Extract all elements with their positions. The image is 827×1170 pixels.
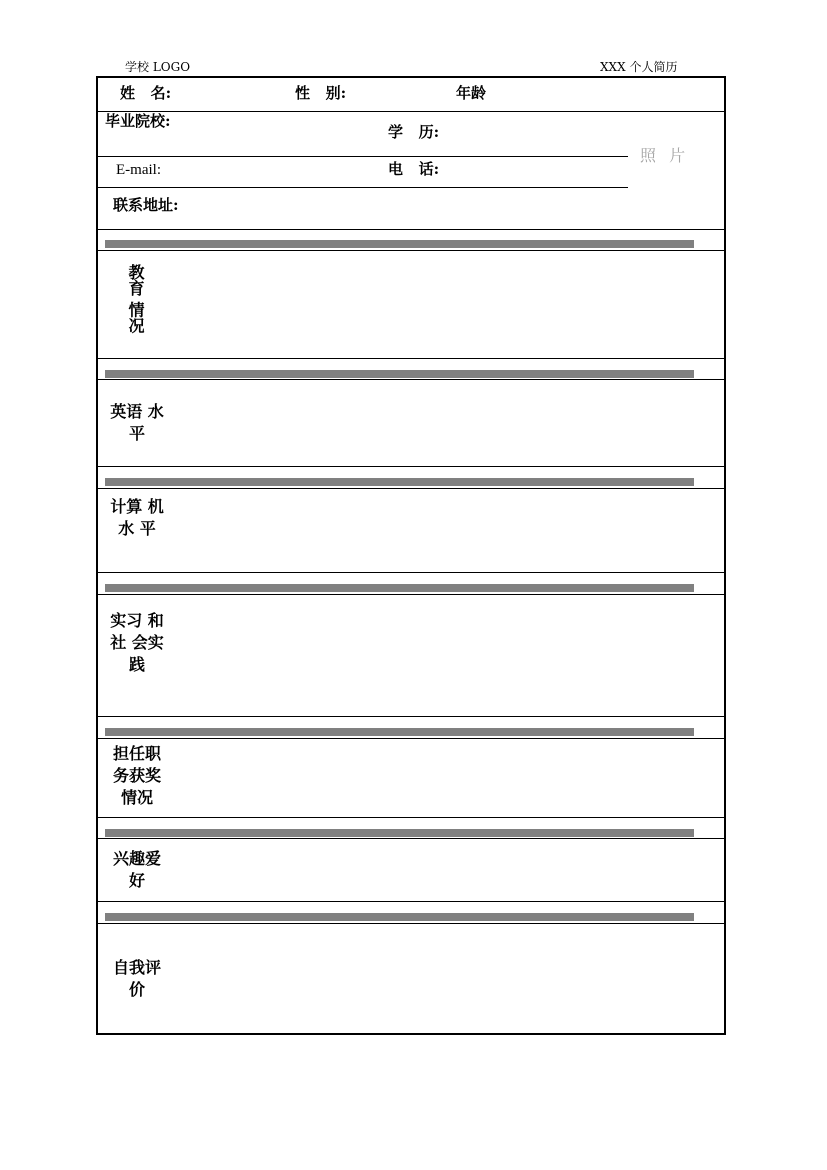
section-separator-bar: [105, 728, 694, 736]
photo-placeholder: 照 片: [640, 146, 690, 165]
school-label: 毕业院校:: [105, 112, 171, 130]
divider: [98, 466, 724, 467]
divider: [98, 488, 724, 489]
divider: [98, 187, 628, 188]
divider: [98, 156, 628, 157]
divider: [98, 594, 724, 595]
email-label: E-mail:: [116, 162, 161, 178]
divider: [98, 358, 724, 359]
age-label: 年龄: [456, 84, 487, 102]
section-separator-bar: [105, 913, 694, 921]
divider: [98, 250, 724, 251]
section-label-english: 英语 水平: [110, 402, 164, 443]
address-label: 联系地址:: [113, 196, 179, 214]
divider: [98, 838, 724, 839]
divider: [98, 229, 724, 230]
divider: [98, 716, 724, 717]
section-label-computer: 计算 机水 平: [110, 497, 164, 538]
section-label-internship: 实习 和社 会实 践: [110, 611, 164, 674]
divider: [98, 923, 724, 924]
name-label: 姓 名:: [120, 84, 172, 102]
gender-label: 性 别:: [295, 84, 347, 102]
divider: [98, 379, 724, 380]
section-label-positions-awards: 担任职 务获奖 情况: [112, 744, 161, 807]
resume-title: XXX 个人简历: [600, 60, 678, 74]
divider: [98, 111, 724, 112]
resume-form: [96, 76, 726, 1035]
section-label-education: 教育 情况: [126, 264, 145, 334]
section-separator-bar: [105, 829, 694, 837]
divider: [98, 901, 724, 902]
section-label-self-evaluation: 自我评 价: [112, 958, 161, 999]
degree-label: 学 历:: [388, 123, 440, 141]
section-label-hobbies: 兴趣爱 好: [112, 849, 161, 890]
section-separator-bar: [105, 370, 694, 378]
divider: [98, 738, 724, 739]
divider: [98, 817, 724, 818]
section-separator-bar: [105, 478, 694, 486]
section-separator-bar: [105, 240, 694, 248]
phone-label: 电 话:: [388, 160, 440, 178]
divider: [98, 572, 724, 573]
section-separator-bar: [105, 584, 694, 592]
school-logo-placeholder: 学校 LOGO: [125, 60, 191, 74]
